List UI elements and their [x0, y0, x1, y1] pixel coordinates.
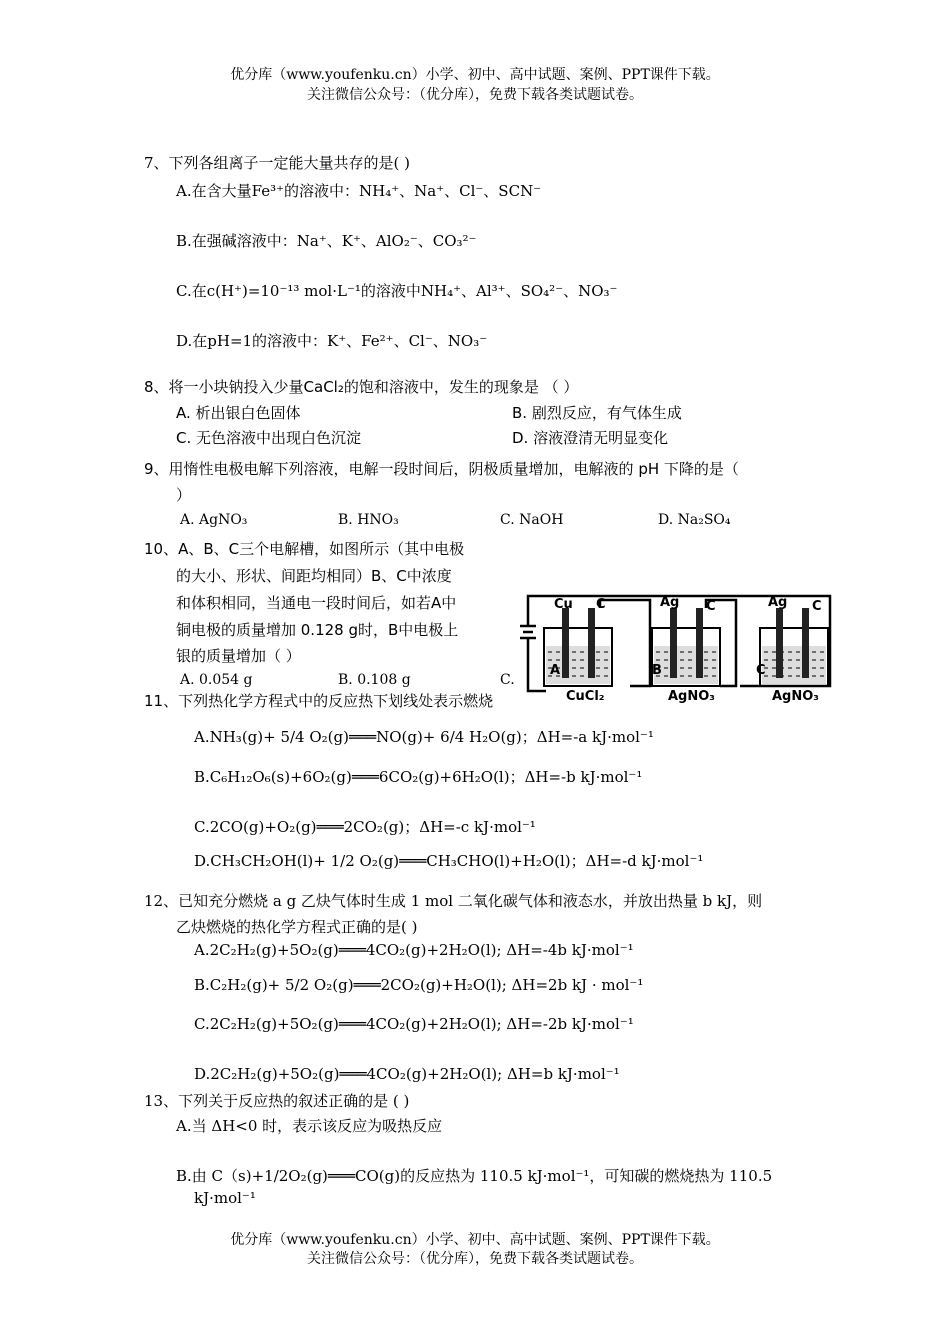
q8-option-a: A. 析出银白色固体	[176, 404, 301, 422]
q7-option-c: C.在c(H⁺)=10⁻¹³ mol·L⁻¹的溶液中NH₄⁺、Al³⁺、SO₄²⁻、NO₃⁻	[176, 282, 618, 300]
q10-line-1: 10、A、B、C三个电解槽，如图所示（其中电极	[144, 540, 465, 558]
q9-option-a: A. AgNO₃	[180, 512, 248, 528]
cell-b-tag: B	[652, 663, 662, 678]
cell-c-solution: AgNO₃	[772, 689, 819, 704]
q10-line-4: 铜电极的质量增加 0.128 g时，B中电极上	[176, 621, 459, 639]
q12-option-d: D.2C₂H₂(g)+5O₂(g)═══4CO₂(g)+2H₂O(l); ΔH=b kJ·mol⁻¹	[194, 1065, 620, 1083]
q8-option-d: D. 溶液澄清无明显变化	[512, 429, 669, 447]
q11-option-a: A.NH₃(g)+ 5/4 O₂(g)═══NO(g)+ 6/4 H₂O(g)；ΔH=-a kJ·mol⁻¹	[194, 728, 654, 746]
cell-a-solution: CuCl₂	[566, 689, 605, 704]
electrolysis-cells-figure	[510, 586, 836, 704]
q12-line-1: 12、已知充分燃烧 a g 乙炔气体时生成 1 mol 二氧化碳气体和液态水，并放出热量 b kJ，则	[144, 892, 763, 910]
cell-b-left-electrode: Ag	[660, 595, 680, 610]
q9-stem: 9、用惰性电极电解下列溶液，电解一段时间后，阴极质量增加，电解液的 pH 下降的是（	[144, 460, 739, 478]
q13-option-b-continued: kJ·mol⁻¹	[194, 1189, 256, 1207]
cell-b-right-electrode: C	[706, 599, 716, 614]
q13-stem: 13、下列关于反应热的叙述正确的是 ( )	[144, 1092, 410, 1110]
cell-c-left-electrode: Ag	[768, 595, 788, 610]
q13-option-b: B.由 C（s)+1/2O₂(g)═══CO(g)的反应热为 110.5 kJ·mol⁻¹，可知碳的燃烧热为 110.5	[176, 1167, 773, 1185]
q8-option-c: C. 无色溶液中出现白色沉淀	[176, 429, 362, 447]
cell-b-solution: AgNO₃	[668, 689, 715, 704]
cell-b	[652, 608, 720, 686]
footer-line-1: 优分库（www.youfenku.cn）小学、初中、高中试题、案例、PPT课件下载。	[230, 1232, 720, 1248]
footer-line-2: 关注微信公众号：（优分库），免费下载各类试题试卷。	[307, 1251, 643, 1267]
q9-option-c: C. NaOH	[500, 512, 564, 528]
cell-a-tag: A	[550, 663, 561, 678]
q12-option-a: A.2C₂H₂(g)+5O₂(g)═══4CO₂(g)+2H₂O(l); ΔH=-4b kJ·mol⁻¹	[194, 941, 634, 959]
q12-option-c: C.2C₂H₂(g)+5O₂(g)═══4CO₂(g)+2H₂O(l); ΔH=-2b kJ·mol⁻¹	[194, 1015, 634, 1033]
q11-option-b: B.C₆H₁₂O₆(s)+6O₂(g)═══6CO₂(g)+6H₂O(l)；ΔH=-b kJ·mol⁻¹	[194, 768, 643, 786]
q9-option-b: B. HNO₃	[338, 512, 399, 528]
q9-stem-end: ）	[176, 486, 192, 504]
cell-c-right-electrode: C	[812, 599, 822, 614]
q10-line-5: 银的质量增加（ ）	[176, 647, 301, 665]
q8-option-b: B. 剧烈反应，有气体生成	[512, 404, 682, 422]
q7-option-a: A.在含大量Fe³⁺的溶液中：NH₄⁺、Na⁺、Cl⁻、SCN⁻	[176, 182, 542, 200]
q9-option-d: D. Na₂SO₄	[658, 512, 731, 528]
q12-line-2: 乙炔燃烧的热化学方程式正确的是( )	[176, 918, 418, 936]
q11-option-d: D.CH₃CH₂OH(l)+ 1/2 O₂(g)═══CH₃CHO(l)+H₂O(l)；ΔH=-d kJ·mol⁻¹	[194, 852, 704, 870]
q7-option-b: B.在强碱溶液中：Na⁺、K⁺、AlO₂⁻、CO₃²⁻	[176, 232, 477, 250]
q10-line-2: 的大小、形状、间距均相同）B、C中浓度	[176, 567, 452, 585]
q12-option-b: B.C₂H₂(g)+ 5/2 O₂(g)═══2CO₂(g)+H₂O(l); ΔH=2b kJ · mol⁻¹	[194, 976, 644, 994]
q10-option-c: C.	[500, 672, 515, 688]
q11-stem: 11、下列热化学方程式中的反应热下划线处表示燃烧	[144, 692, 494, 710]
q13-option-a: A.当 ΔH<0 时，表示该反应为吸热反应	[176, 1117, 443, 1135]
q7-option-d: D.在pH=1的溶液中：K⁺、Fe²⁺、Cl⁻、NO₃⁻	[176, 332, 488, 350]
q11-option-c: C.2CO(g)+O₂(g)═══2CO₂(g)；ΔH=-c kJ·mol⁻¹	[194, 818, 536, 836]
cell-c-tag: C	[756, 663, 766, 678]
cell-a-left-electrode: Cu	[554, 597, 573, 612]
cell-a-right-electrode: C	[596, 597, 606, 612]
q10-option-a: A. 0.054 g	[180, 672, 253, 688]
q7-stem: 7、下列各组离子一定能大量共存的是( )	[144, 154, 411, 172]
header-line-2: 关注微信公众号：（优分库），免费下载各类试题试卷。	[307, 87, 643, 103]
header-line-1: 优分库（www.youfenku.cn）小学、初中、高中试题、案例、PPT课件下载。	[230, 67, 720, 83]
q10-option-b: B. 0.108 g	[338, 672, 411, 688]
q8-stem: 8、将一小块钠投入少量CaCl₂的饱和溶液中，发生的现象是 （ ）	[144, 378, 579, 396]
cell-c	[760, 608, 828, 686]
q10-line-3: 和体积相同，当通电一段时间后，如若A中	[176, 594, 457, 612]
